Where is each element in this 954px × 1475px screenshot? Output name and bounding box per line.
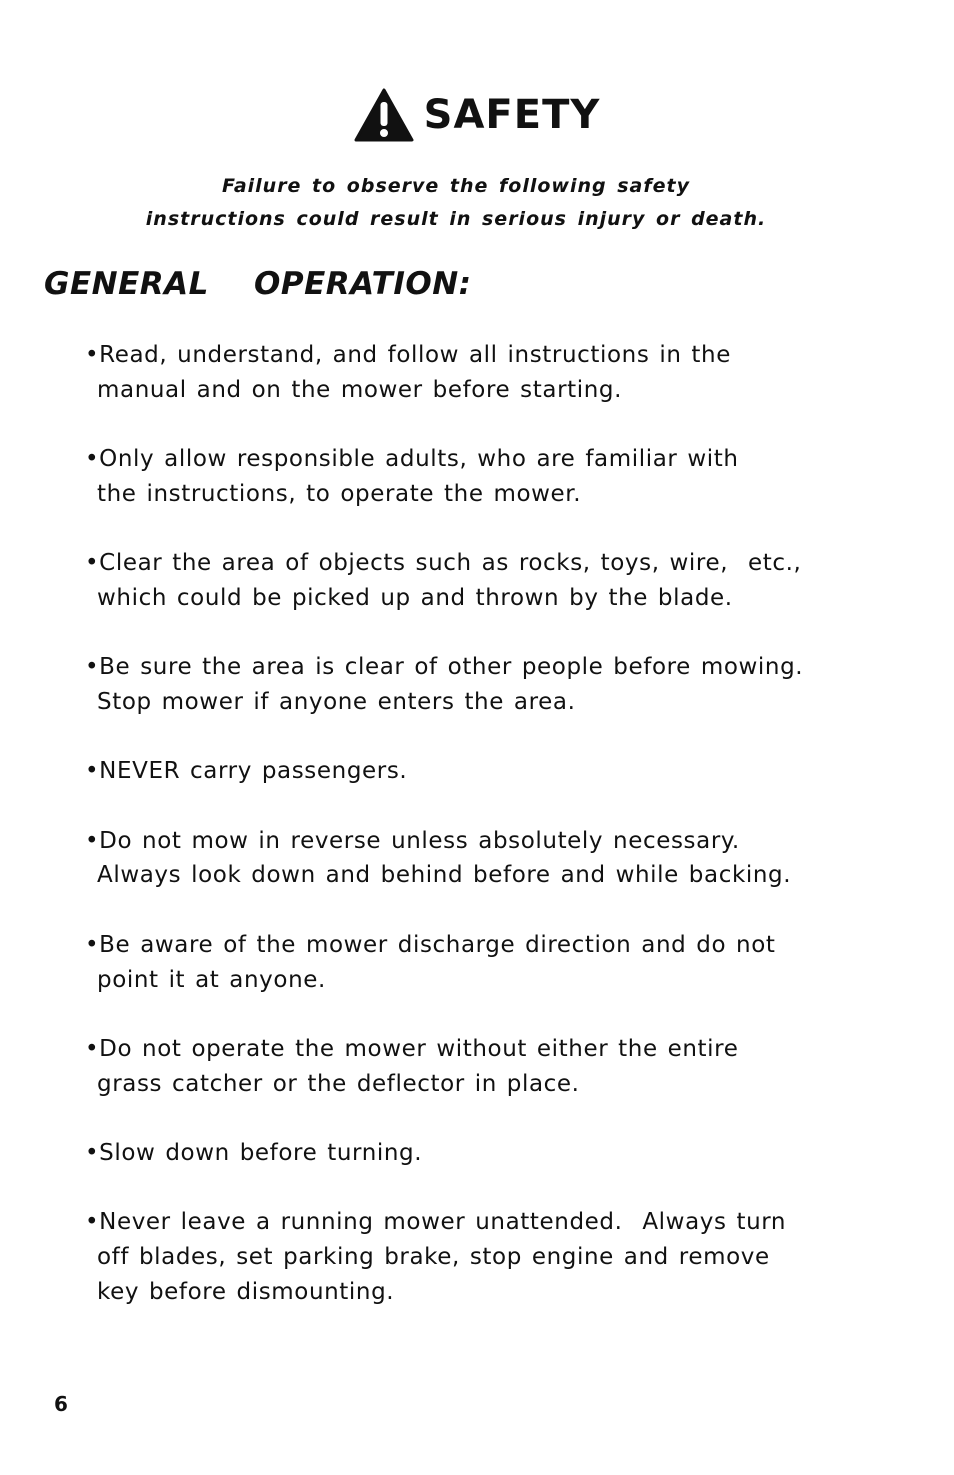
- safety-rule-line: •Only allow responsible adults, who are familiar with: [85, 446, 739, 473]
- safety-rule: [85, 546, 885, 615]
- safety-rule: [85, 824, 885, 893]
- safety-warning-line: Failure to observe the following safety: [222, 175, 690, 197]
- safety-rule-line: •Never leave a running mower unattended. Always turn: [85, 1209, 787, 1236]
- warning-triangle-icon: [354, 88, 414, 142]
- safety-rule-line: off blades, set parking brake, stop engine and remove: [97, 1244, 770, 1271]
- safety-rule: [85, 1032, 885, 1101]
- safety-rule: [85, 338, 885, 407]
- safety-rule-line: manual and on the mower before starting.: [97, 376, 623, 403]
- page-number: 6: [54, 1392, 68, 1416]
- safety-rule-line: Stop mower if anyone enters the area.: [97, 688, 576, 715]
- safety-rule-line: which could be picked up and thrown by the blade.: [97, 584, 733, 611]
- safety-rule-line: •Be aware of the mower discharge direction and do not: [85, 931, 776, 958]
- safety-rule-line: •Do not mow in reverse unless absolutely necessary.: [85, 827, 740, 854]
- safety-rule-line: key before dismounting.: [97, 1278, 395, 1305]
- safety-warning: [0, 170, 912, 236]
- safety-rule: [85, 650, 885, 719]
- page-title: SAFETY: [423, 92, 601, 138]
- safety-rule-line: point it at anyone.: [97, 966, 326, 993]
- safety-rule-line: •Read, understand, and follow all instructions in the: [85, 342, 731, 368]
- safety-rule-line: •Clear the area of objects such as rocks, toys, wire, etc.,: [85, 550, 802, 577]
- safety-rules-list: [85, 338, 885, 1344]
- safety-rule: [85, 442, 885, 511]
- section-heading: GENERAL OPERATION:: [44, 266, 472, 302]
- safety-rule-line: the instructions, to operate the mower.: [97, 480, 582, 507]
- safety-rule: [85, 1205, 885, 1309]
- safety-rule-line: •Slow down before turning.: [85, 1140, 423, 1167]
- safety-warning-line: instructions could result in serious injury or death.: [145, 208, 767, 230]
- safety-rule-line: •Be sure the area is clear of other people before mowing.: [85, 654, 804, 681]
- safety-rule-line: Always look down and behind before and while backing.: [97, 862, 792, 889]
- safety-rule: [85, 928, 885, 997]
- safety-rule-line: •NEVER carry passengers.: [85, 758, 408, 785]
- safety-rule-line: •Do not operate the mower without either the entire: [85, 1035, 739, 1062]
- safety-rule-line: grass catcher or the deflector in place.: [97, 1070, 580, 1097]
- safety-rule: [85, 1136, 885, 1171]
- safety-rule: [85, 754, 885, 789]
- page-header: [0, 88, 954, 142]
